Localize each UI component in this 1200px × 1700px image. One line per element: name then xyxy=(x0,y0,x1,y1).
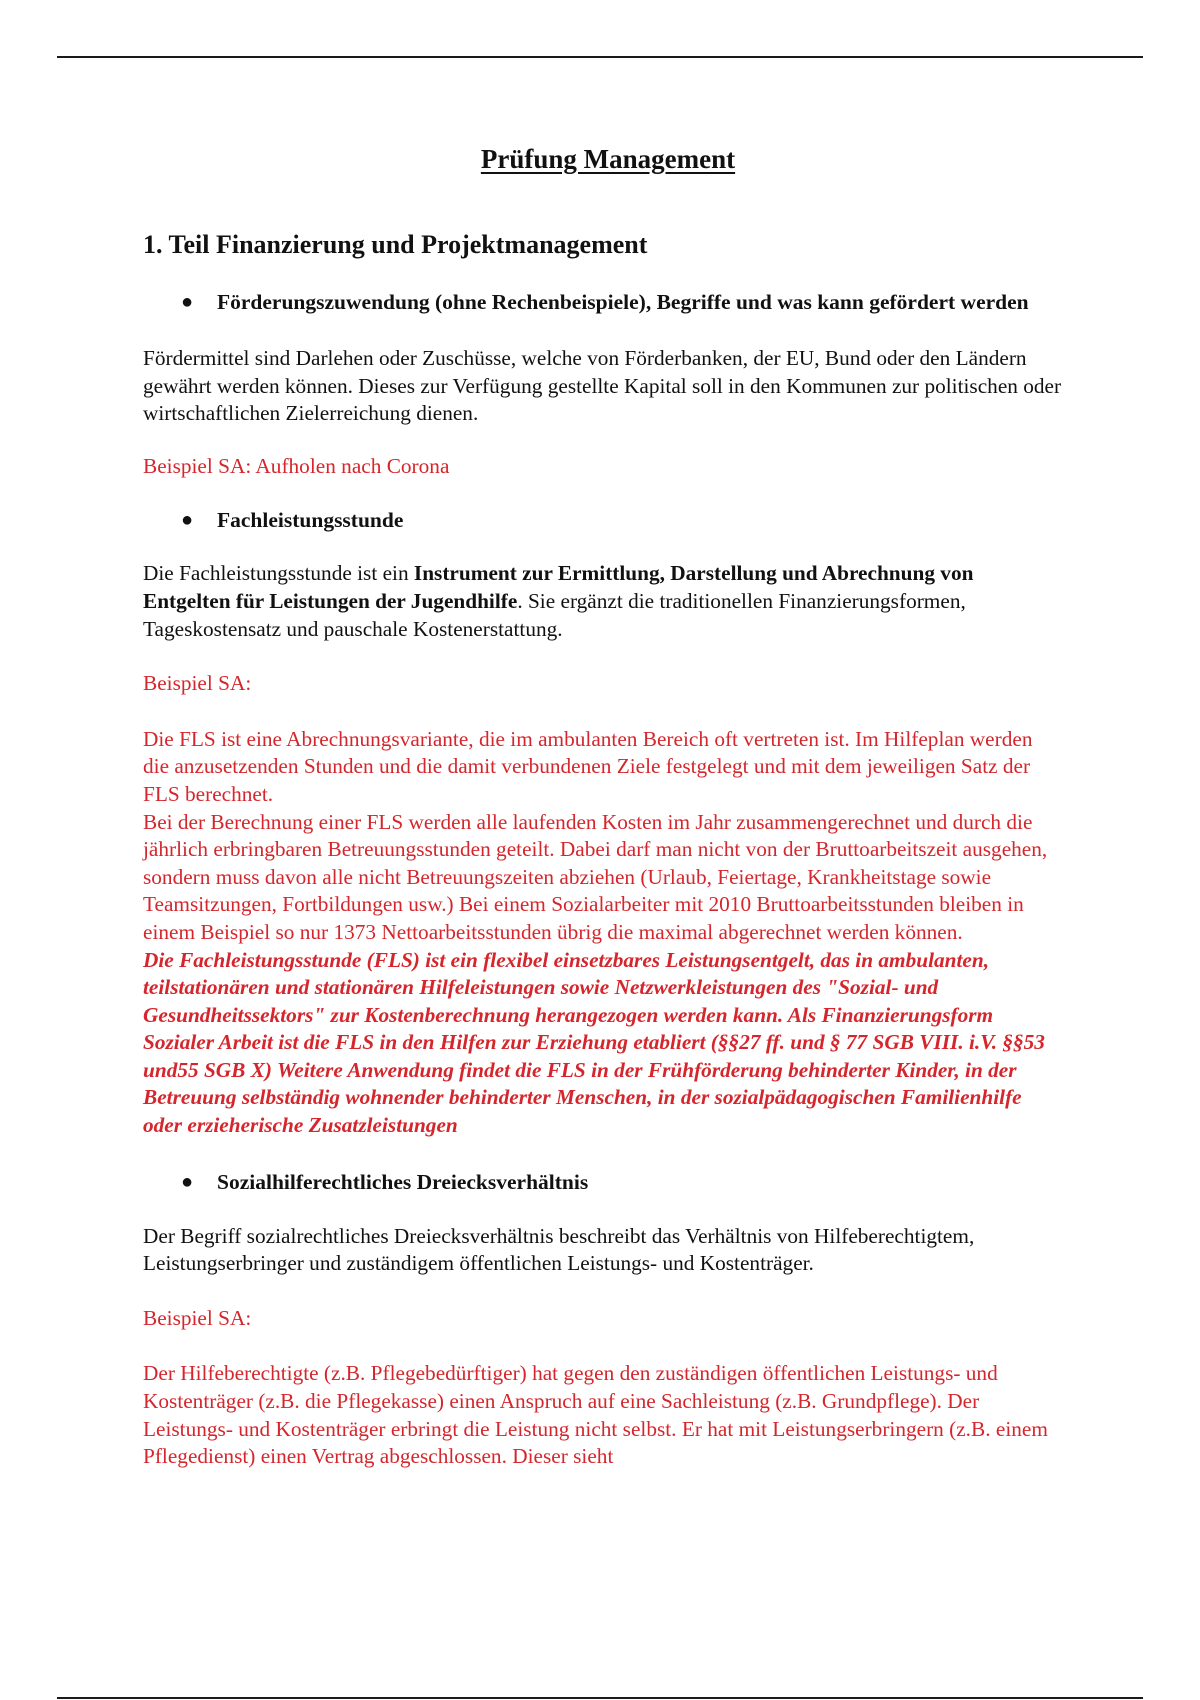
paragraph-fls-calculation: Bei der Berechnung einer FLS werden alle laufenden Kosten im Jahr zusammengerechnet und durch die jährlich erbringbaren Betreuungsstunden geteilt. Dabei darf man nicht von der Bruttoarbeitszeit ausgehen, sondern muss davon alle nicht Betreuungszeiten abziehen (Urlaub, Feiertage, Krankheitstage sowie Teamsitzungen, Fortbildungen usw.) Bei einem Sozialarbeiter mit 2010 Bruttoarbeitsstunden bleiben in einem Beispiel so nur 1373 Nettoarbeitsstunden übrig die maximal abgerechnet werden können. xyxy=(143,809,1048,944)
section-heading: 1. Teil Finanzierung und Projektmanagement xyxy=(143,230,648,259)
paragraph-bold-text: Instrument zur Ermittlung, Darstellung und Abrechnung von Entgelten für Leistungen der Jugendhilfe xyxy=(143,561,974,613)
bullet-icon: ● xyxy=(181,1170,194,1193)
example-label: Beispiel SA: Aufholen nach Corona xyxy=(143,453,450,478)
bullet-item-fachleistungsstunde xyxy=(143,506,1063,534)
paragraph-text: . Sie ergänzt die traditionellen Finanzierungsformen, Tageskostensatz und pauschale Kostenerstattung. xyxy=(143,588,966,641)
bullet-text: Sozialhilferechtliches Dreiecksverhältnis xyxy=(217,1169,589,1194)
paragraph-fls-red: Die FLS ist eine Abrechnungsvariante, die im ambulanten Bereich oft vertreten ist. Im Hilfeplan werden die anzusetzenden Stunden und die damit verbundenen Ziele festgelegt und mit dem jeweiligen Satz der FLS berechnet. xyxy=(143,726,1033,806)
document-page xyxy=(143,140,1063,1471)
footer-rule xyxy=(57,1697,1143,1699)
bullet-item-dreiecksverhaeltnis xyxy=(143,1168,1063,1196)
paragraph-dreiecksverhaeltnis: Der Begriff sozialrechtliches Dreiecksverhältnis beschreibt das Verhältnis von Hilfeberechtigtem, Leistungserbringer und zuständigem öffentlichen Leistungs- und Kostenträger. xyxy=(143,1223,975,1276)
paragraph-fachleistungsstunde xyxy=(143,560,1063,643)
paragraph-fls-definition: Die Fachleistungsstunde (FLS) ist ein flexibel einsetzbares Leistungsentgelt, das in ambulanten, teilstationären und stationären Hilfeleistungen sowie Netzwerkleistungen des "Sozial- und Gesundheitssektors" zur Kostenberechnung herangezogen werden kann. Als Finanzierungsform Sozialer Arbeit ist die FLS in den Hilfen zur Erziehung etabliert (§§27 ff. und § 77 SGB VIII. i.V. §§53 und55 SGB X) Weitere Anwendung findet die FLS in der Frühförderung behinderter Kinder, in der Betreuung selbständig wohnender behinderter Menschen, in der sozialpädagogischen Familienhilfe oder erzieherische Zusatzleistungen xyxy=(143,947,1045,1138)
bullet-text: Fachleistungsstunde xyxy=(217,508,404,533)
paragraph-text: Die Fachleistungsstunde ist ein xyxy=(143,561,414,586)
bullet-icon: ● xyxy=(181,291,194,313)
bullet-item-foerderung xyxy=(143,288,1063,316)
document-title: Prüfung Management xyxy=(480,144,736,174)
bullet-icon: ● xyxy=(181,509,194,532)
paragraph-foerdermittel: Fördermittel sind Darlehen oder Zuschüsse, welche von Förderbanken, der EU, Bund oder den Ländern gewährt werden können. Dieses zur Verfügung gestellte Kapital soll in den Kommunen zur politischen oder wirtschaftlichen Zielerreichung dienen. xyxy=(143,346,1062,426)
header-rule xyxy=(57,56,1143,58)
example-label: Beispiel SA: xyxy=(143,671,252,696)
paragraph-hilfeberechtigte: Der Hilfeberechtigte (z.B. Pflegebedürftiger) hat gegen den zuständigen öffentlichen Leistungs- und Kostenträger (z.B. die Pflegekasse) einen Anspruch auf eine Sachleistung (z.B. Grundpflege). Der Leistungs- und Kostenträger erbringt die Leistung nicht selbst. Er hat mit Leistungserbringern (z.B. einem Pflegedienst) einen Vertrag abgeschlossen. Dieser sieht xyxy=(143,1361,1048,1469)
example-label: Beispiel SA: xyxy=(143,1305,252,1330)
bullet-text: Förderungszuwendung (ohne Rechenbeispiele), Begriffe und was kann gefördert werden xyxy=(217,290,1029,314)
